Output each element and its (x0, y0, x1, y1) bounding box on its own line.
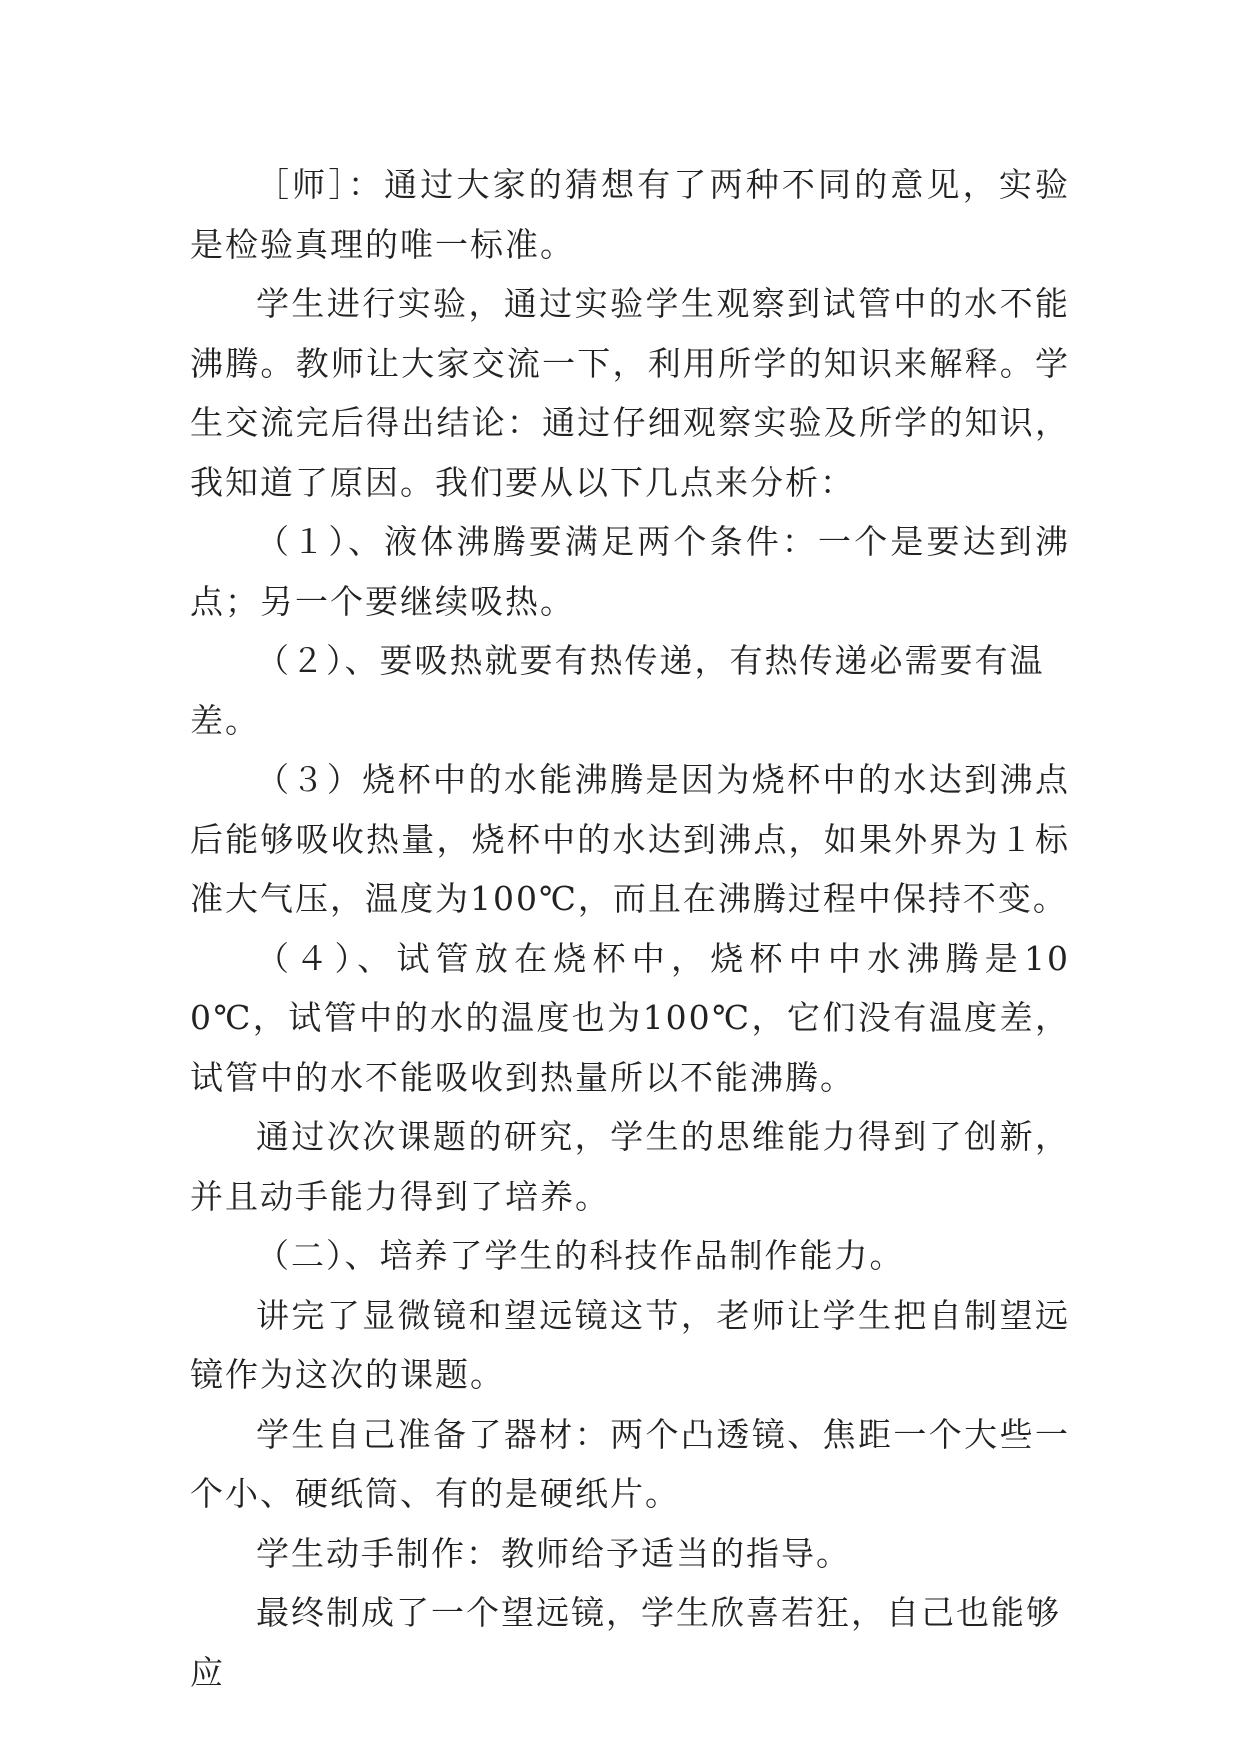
paragraph-point-2: （２）、要吸热就要有热传递，有热传递必需要有温差。 (190, 641, 1045, 740)
paragraph-point-1: （１）、液体沸腾要满足两个条件：一个是要达到沸点；另一个要继续吸热。 (190, 522, 1070, 621)
paragraph-student-experiment: 学生进行实验，通过实验学生观察到试管中的水不能沸腾。教师让大家交流一下，利用所学的知识来解释。学生交流完后得出结论：通过仔细观察实验及所学的知识，我知道了原因。我们要从以下几点来分析： (190, 284, 1070, 502)
paragraph-telescope-topic: 讲完了显微镜和望远镜这节，老师让学生把自制望远镜作为这次的课题。 (190, 1295, 1070, 1394)
paragraph-point-3: （３）烧杯中的水能沸腾是因为烧杯中的水达到沸点后能够吸收热量，烧杯中的水达到沸点，如果外界为１标准大气压，温度为100℃，而且在沸腾过程中保持不变。 (190, 760, 1070, 918)
paragraph-result: 最终制成了一个望远镜，学生欣喜若狂，自己也能够应 (190, 1593, 1061, 1692)
paragraph-section-heading: （二）、培养了学生的科技作品制作能力。 (256, 1236, 905, 1275)
document-body (190, 155, 1070, 1702)
paragraph-point-4: （４）、试管放在烧杯中，烧杯中中水沸腾是100℃，试管中的水的温度也为100℃，它们没有温度差，试管中的水不能吸收到热量所以不能沸腾。 (190, 938, 1070, 1097)
paragraph-materials: 学生自己准备了器材：两个凸透镜、焦距一个大些一个小、硬纸筒、有的是硬纸片。 (190, 1414, 1070, 1513)
paragraph-teacher-remark: ［师］：通过大家的猜想有了两种不同的意见，实验是检验真理的唯一标准。 (190, 165, 1070, 264)
paragraph-research-summary: 通过次次课题的研究，学生的思维能力得到了创新，并且动手能力得到了培养。 (190, 1117, 1070, 1216)
paragraph-making: 学生动手制作：教师给予适当的指导。 (256, 1533, 851, 1573)
